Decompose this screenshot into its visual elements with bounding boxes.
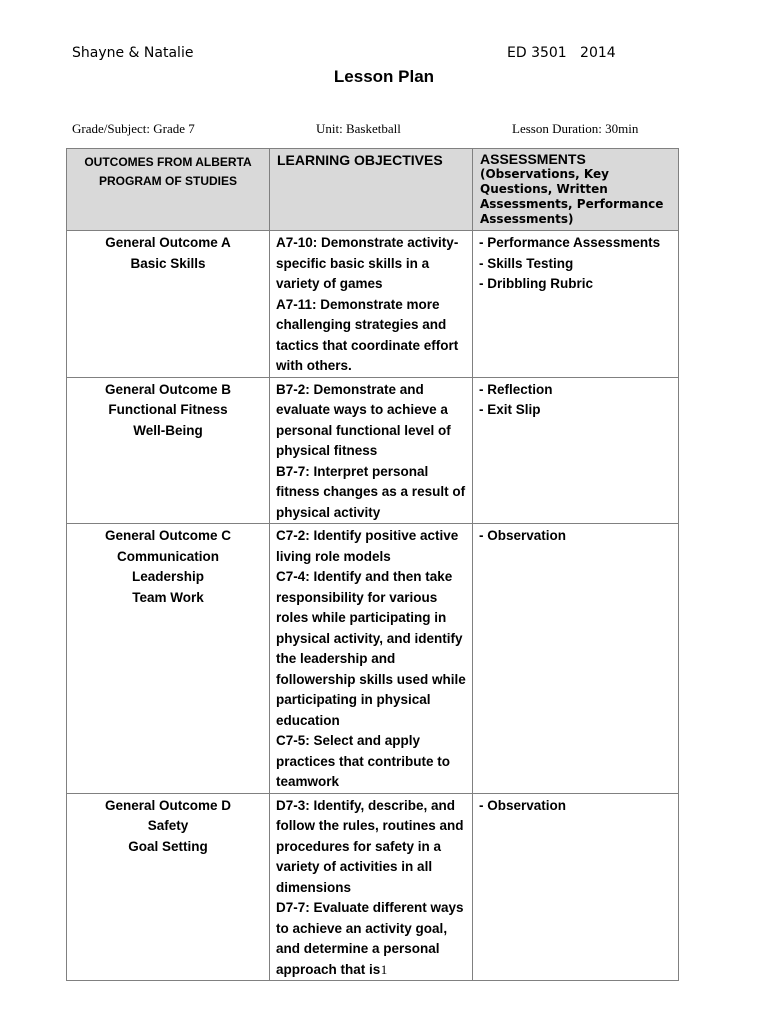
table-row [67,231,679,378]
assessments-cell [473,793,679,981]
objectives-cell [270,231,473,378]
objective-text: B7-2: Demonstrate and evaluate ways to achieve a personal functional level of physical fitness [276,381,451,458]
outcome-line: Communication [116,548,219,564]
objective-text: B7-7: Interpret personal fitness changes as a result of physical activity [276,463,466,520]
assessment-item: - Performance Assessments [479,235,661,250]
outcome-line: Leadership [131,569,205,584]
outcome-line: Functional Fitness [108,402,228,417]
table-header-row [67,149,679,231]
objectives-cell [270,377,473,524]
table-row [67,524,679,794]
outcome-line: Goal Setting [128,838,208,854]
objective-text: C7-5: Select and apply practices that contribute to teamwork [276,733,451,789]
outcome-line: Safety [147,818,189,833]
objective-text: C7-4: Identify and then take responsibility for various roles while participating in physical activity, and identify the leadership and followership skills used while participating in physical education [276,569,466,728]
page-title: Lesson Plan [333,67,435,86]
outcome-line: General Outcome B [104,381,232,397]
assessment-item: - Skills Testing [479,255,574,271]
objectives-cell [270,524,473,794]
assessments-cell [473,377,679,524]
course-code: ED 3501 2014 [507,45,616,61]
objective-text: D7-7: Evaluate different ways to achieve an activity goal, and determine a personal approach that is [276,900,464,977]
assessments-cell [473,231,679,378]
assessment-item: - Observation [479,528,567,543]
table-row [67,793,679,981]
header-assessments [473,149,679,231]
assessments-cell [473,524,679,794]
header-outcomes [67,149,270,231]
header-objectives [270,149,473,231]
header-assessments-sub: (Observations, Key Questions, Written Assessments, Performance Assessments) [480,167,664,226]
outcome-cell [67,377,270,524]
objective-text: A7-11: Demonstrate more challenging strategies and tactics that coordinate effort with others. [276,296,459,373]
outcome-line: General Outcome C [104,528,232,543]
table-row [67,377,679,524]
assessment-item: - Dribbling Rubric [479,276,593,291]
outcome-line: Basic Skills [130,255,206,271]
objective-text: C7-2: Identify positive active living role models [276,528,459,564]
objectives-cell [270,793,473,981]
header-outcomes-line2: PROGRAM OF STUDIES [98,174,237,188]
outcome-line: General Outcome D [104,797,232,813]
unit: Unit: Basketball [316,121,401,136]
outcome-cell [67,793,270,981]
outcome-cell [67,524,270,794]
outcome-line: Team Work [132,589,204,605]
page-number: 1 [380,962,388,977]
outcome-line: Well-Being [133,422,203,438]
header-outcomes-line1: OUTCOMES FROM ALBERTA [84,155,252,169]
lesson-duration: Lesson Duration: 30min [512,121,639,136]
header-objectives-label: LEARNING OBJECTIVES [277,152,443,168]
outcome-cell [67,231,270,378]
assessment-item: - Observation [479,797,567,813]
objective-text: D7-3: Identify, describe, and follow the rules, routines and procedures for safety in a variety of activities in all dimensions [276,797,464,895]
header-assessments-label: ASSESSMENTS [480,151,586,167]
objective-text: A7-10: Demonstrate activity-specific basic skills in a variety of games [276,235,459,291]
authors: Shayne & Natalie [72,45,194,61]
assessment-item: - Exit Slip [479,402,541,417]
grade-subject: Grade/Subject: Grade 7 [72,121,195,136]
lesson-plan-table [66,148,679,981]
assessment-item: - Reflection [479,381,553,397]
outcome-line: General Outcome A [105,235,231,250]
